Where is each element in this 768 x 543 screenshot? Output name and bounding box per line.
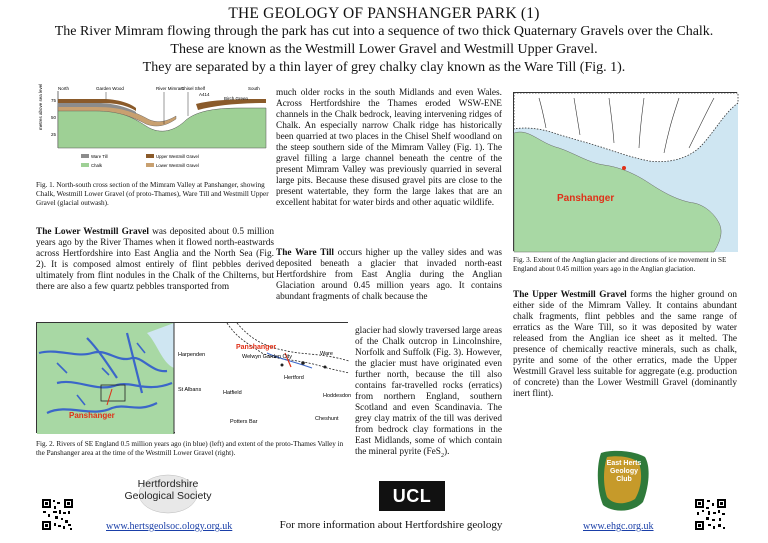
legend-swatch-till (81, 154, 89, 158)
legend-swatch-upper (146, 154, 154, 158)
fig1-cross-section (36, 83, 270, 175)
ucl-logo-text: UCL (392, 485, 432, 506)
text-lower-gravel: was deposited about 0.5 million years ago by the River Thames when it flowed north-eastwards across Hertfordshire into East Anglia and the North Sea (Fig. 2). It is composed almost entirely of flint pebbles derived ultimately from flint nodules in the Chalk of the Chilterns, but there are also a few quartz pebbles transported from (36, 227, 274, 292)
label-a414: A414 (199, 92, 210, 97)
fig3-label-panshanger: Panshanger (557, 193, 615, 204)
text-ware-till-end: ). (443, 447, 450, 457)
text-ware-till: occurs higher up the valley sides and was deposited beneath a glacier that invaded north-east Hertfordshire from East Anglia during the Anglian Glaciation around 0.45 million years ago. It contains abundant fragments of chalk because the (276, 248, 502, 302)
map-hertford: Hertford (284, 375, 304, 381)
ucl-logo (379, 481, 445, 511)
legend-lower: Lower Westmill Gravel (156, 163, 199, 168)
label-chisel-shelf: Chisel Shelf (181, 86, 206, 91)
intro-line-1: The River Mimram flowing through the park has cut into a sequence of two thick Quaternary Gravels over the Chalk. (54, 24, 714, 39)
map-hatfield: Hatfield (223, 390, 242, 396)
map-st-albans: St Albans (178, 387, 202, 393)
label-garden-wood: Garden Wood (96, 86, 124, 91)
tick-50: 50 (51, 115, 57, 120)
text-upper-gravel: forms the higher ground on either side of the Mimram Valley. It contains abundant chalk fragments, flint pebbles and the same range of erratics as the Ware Till, so it was deposited by water released from the Anglian ice sheet as it melted. The presence of chemically reactive minerals, such as chalk, pyrite and some of the other erratics, made the Upper Westmill Gravel less suitable for aggregate (e.g. production of concrete) than the Lower Westmill Gravel (dominantly inert flint). (513, 290, 737, 399)
page-title: THE GEOLOGY OF PANSHANGER PARK (1) (228, 5, 540, 22)
fig2-map-svg (37, 323, 352, 434)
map-hoddesdon: Hoddesdon (323, 393, 352, 399)
map-welwyn: Welwyn Garden City (242, 354, 293, 360)
qr-code-right (694, 498, 727, 531)
text-ware-till-cont: glacier had slowly traversed large areas of the Chalk outcrop in Lincolnshire, Norfolk and Suffolk (Fig. 3). However, the glacier must have originated even further north, because the till also contains far-travelled rocks (erratics) from northern England, southern Scotland and even Scandinavia. The grey clay matrix of the till was derived from bedrock clay formations in the East Midlands, some of which contain the mineral pyrite (FeS (355, 326, 502, 457)
legend-chalk: Chalk (91, 163, 102, 168)
fig3-caption: Fig. 3. Extent of the Anglian glacier and directions of ice movement in SE England about 0.45 million years ago in the Anglian glaciation. (513, 256, 727, 273)
para-mid-continued: much older rocks in the south Midlands and even Wales. Across Hertfordshire the Thames eroded WSW-ENE channels in the Chalk bedrock, leaving intervening ridges of Chalk. An especially narrow Chalk ridge has historically been quarried at two places in the Chisel Shelf woodland on the steep southern side of the Mimram Valley (Fig. 1). The gravel filling a large channel beneath the centre of the present Mimram Valley was previously quarried in several large pits. Because these disused gravel pits are close to the present watertable, they form the large lakes that are an excellent habitat for water birds and other aquatic wildlife. (276, 88, 502, 208)
heading-ware-till: The Ware Till (276, 248, 334, 258)
label-river-mimram: River Mimram (156, 86, 184, 91)
legend-swatch-chalk (81, 163, 89, 167)
fig2-maps (36, 322, 352, 433)
para-ware-till (276, 248, 502, 303)
ehgc-logo-text: East Herts Geology Club (606, 460, 642, 483)
legend-ware-till: Ware Till (91, 154, 108, 159)
hgs-logo-text: Hertfordshire Geological Society (124, 478, 212, 502)
para-upper-gravel (513, 290, 737, 400)
label-south: South (248, 86, 260, 91)
fig2-label-panshanger-right: Panshanger (236, 344, 277, 351)
legend-swatch-lower (146, 163, 154, 167)
para-ware-till-cont (355, 326, 502, 462)
link-hertsgeolsoc[interactable]: www.hertsgeolsoc.ology.org.uk (106, 521, 233, 532)
fig3-map-svg (514, 93, 738, 252)
tick-25: 25 (51, 132, 57, 137)
tick-75: 75 (51, 98, 57, 103)
intro-line-2: These are known as the Westmill Lower Gravel and Westmill Upper Gravel. (170, 42, 598, 57)
chalk-layer (58, 108, 266, 148)
subscript-2: 2 (440, 452, 444, 459)
fig1-caption: Fig. 1. North-south cross section of the Mimram Valley at Panshanger, showing Chalk, Westmill Lower Gravel (of proto-Thames), Ware Till and Westmill Upper Gravel (glacial outwash). (36, 181, 269, 207)
fig1-yaxis-label: metres above sea level (38, 83, 43, 130)
heading-upper-gravel: The Upper Westmill Gravel (513, 290, 627, 300)
map-cheshunt: Cheshunt (315, 416, 339, 422)
fig2-label-panshanger-left: Panshanger (69, 411, 115, 420)
intro-line-3: They are separated by a thin layer of grey chalky clay known as the Ware Till (Fig. 1). (142, 60, 626, 75)
link-ehgc[interactable]: www.ehgc.org.uk (583, 521, 654, 532)
label-birch-green: Birch Green (224, 96, 249, 101)
label-north: North (58, 86, 70, 91)
heading-lower-gravel: The Lower Westmill Gravel (36, 227, 149, 237)
map-ware: Ware (320, 351, 333, 357)
para-lower-gravel (36, 227, 274, 293)
fig2-caption: Fig. 2. Rivers of SE England 0.5 million years ago (in blue) (left) and extent of the proto-Thames Valley in the Panshanger area at the time of the Westmill Lower Gravel (right). (36, 440, 344, 457)
fig3-glacier-map (513, 92, 737, 251)
footer-info-text: For more information about Hertfordshire geology (279, 519, 503, 531)
map-harpenden: Harpenden (178, 352, 206, 358)
legend-upper: Upper Westmill Gravel (156, 154, 199, 159)
cross-section-diagram (36, 83, 270, 175)
map-potters-bar: Potters Bar (230, 419, 258, 425)
qr-code-left (41, 498, 74, 531)
